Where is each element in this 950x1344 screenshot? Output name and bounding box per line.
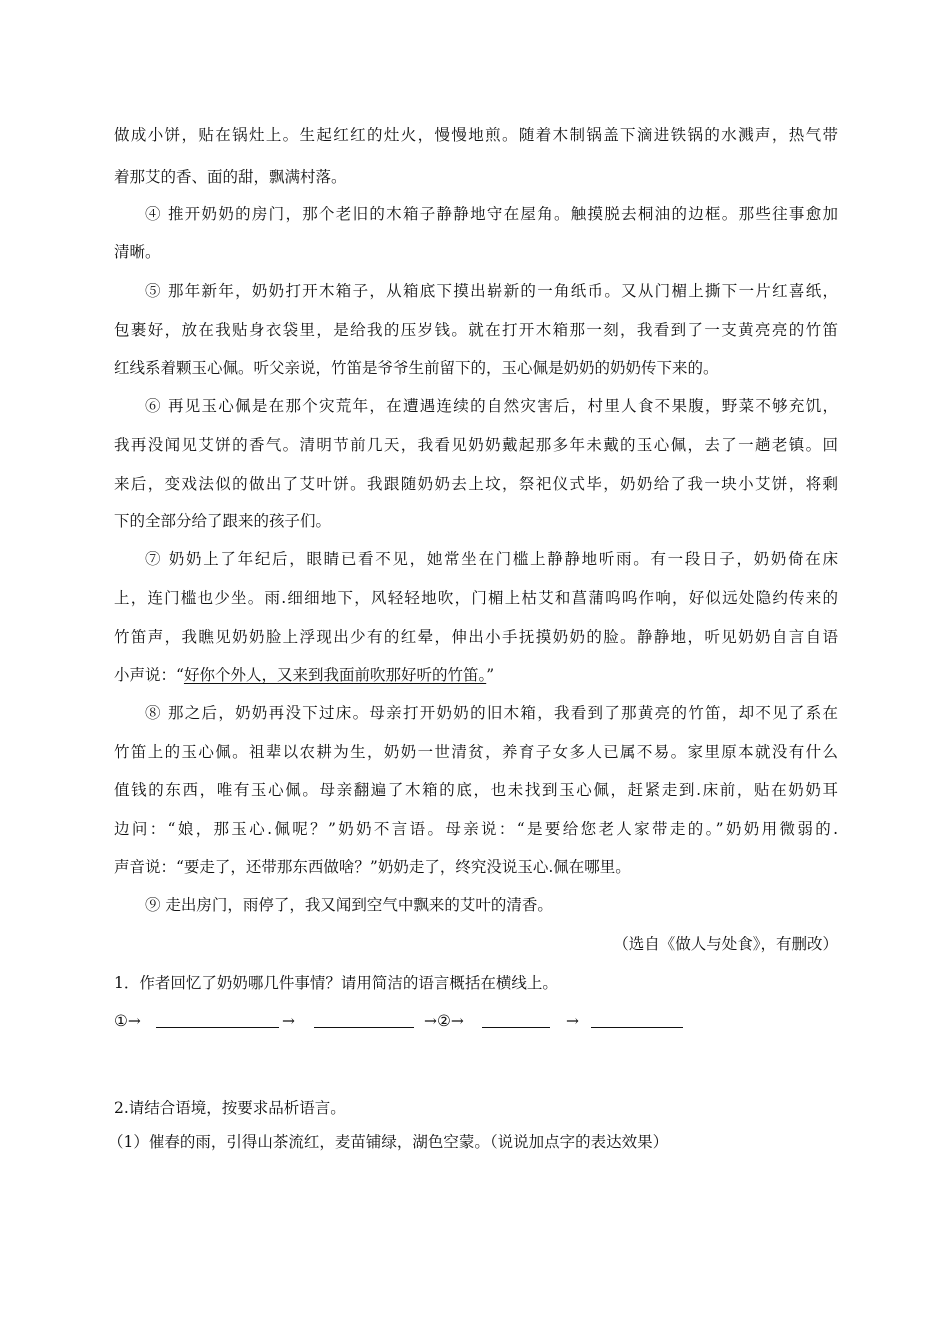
paragraph-8-line-2: 竹笛上的玉心佩。祖辈以农耕为生，奶奶一世清贫，养育子女多人已属不易。家里原本就没有什么 — [114, 743, 838, 761]
source-attribution: （选自《做人与处食》，有删改） — [613, 935, 838, 953]
paragraph-6-line-1: ⑥ 再见玉心佩是在那个灾荒年，在遭遇连续的自然灾害后，村里人食不果腹，野菜不够充饥， — [145, 397, 838, 415]
answer-blank-4[interactable] — [591, 1011, 683, 1028]
quote-intro: 小声说：“ — [114, 666, 184, 684]
paragraph-5-line-2: 包裹好，放在我贴身衣袋里，是给我的压岁钱。就在打开木箱那一刻，我看到了一支黄亮亮的竹笛 — [114, 321, 838, 339]
paragraph-5-line-3: 红线系着颗玉心佩。听父亲说，竹笛是爷爷生前留下的，玉心佩是奶奶的奶奶传下来的。 — [114, 359, 719, 377]
paragraph-8-line-3: 值钱的东西，唯有玉心佩。母亲翻遍了木箱的底，也未找到玉心佩，赶紧走到.床前，贴在奶奶耳 — [114, 781, 838, 799]
answer-blank-1[interactable] — [156, 1011, 279, 1028]
question-1-answer-row — [114, 1011, 838, 1033]
arrow-1: → — [282, 1012, 295, 1030]
question-1-text: 1．作者回忆了奶奶哪几件事情？请用简洁的语言概括在横线上。 — [114, 974, 558, 992]
arrow-3: → — [566, 1012, 579, 1030]
paragraph-4-line-1: ④ 推开奶奶的房门，那个老旧的木箱子静静地守在屋角。触摸脱去桐油的边框。那些往事愈加 — [145, 205, 838, 223]
arrow-circle-2-arrow: →②→ — [424, 1012, 464, 1030]
answer-blank-2[interactable] — [314, 1011, 414, 1028]
paragraph-6-line-3: 来后，变戏法似的做出了艾叶饼。我跟随奶奶去上坟，祭祀仪式毕，奶奶给了我一块小艾饼，将剩 — [114, 475, 838, 493]
underlined-quote: 好你个外人，又来到我面前吹那好听的竹笛。 — [183, 666, 487, 684]
question-2-sub-1: （1）催春的雨，引得山茶流红，麦苗铺绿，湖色空蒙。（说说加点字的表达效果） — [108, 1133, 669, 1151]
paragraph-5-line-1: ⑤ 那年新年，奶奶打开木箱子，从箱底下摸出崭新的一角纸币。又从门楣上撕下一片红喜纸， — [145, 282, 838, 300]
paragraph-7-line-4 — [114, 665, 838, 685]
paragraph-3-line-1: 做成小饼，贴在锅灶上。生起红红的灶火，慢慢地煎。随着木制锅盖下滴进铁锅的水溅声，热气带 — [114, 126, 838, 144]
paragraph-8-line-1: ⑧ 那之后，奶奶再没下过床。母亲打开奶奶的旧木箱，我看到了那黄亮的竹笛，却不见了系在 — [145, 704, 838, 722]
paragraph-6-line-4: 下的全部分给了跟来的孩子们。 — [114, 512, 332, 530]
paragraph-9-line-1: ⑨ 走出房门，雨停了，我又闻到空气中飘来的艾叶的清香。 — [145, 896, 553, 914]
paragraph-7-line-2: 上，连门槛也少坐。雨.细细地下，风轻轻地吹，门楣上枯艾和菖蒲呜呜作响，好似远处隐约传来的 — [114, 589, 838, 607]
paragraph-8-line-4: 边问：“娘，那玉心.佩呢？”奶奶不言语。母亲说：“是要给您老人家带走的。”奶奶用微弱的. — [114, 820, 838, 838]
answer-blank-3[interactable] — [482, 1011, 550, 1028]
circle-1-arrow: ①→ — [114, 1012, 141, 1030]
paragraph-3-line-2: 着那艾的香、面的甜，飘满村落。 — [114, 168, 347, 186]
quote-close: ” — [486, 666, 495, 684]
paragraph-6-line-2: 我再没闻见艾饼的香气。清明节前几天，我看见奶奶戴起那多年未戴的玉心佩，去了一趟老镇。回 — [114, 436, 838, 454]
paragraph-4-line-2: 清晰。 — [114, 243, 161, 261]
paragraph-8-line-5: 声音说：“要走了，还带那东西做啥？”奶奶走了，终究没说玉心.佩在哪里。 — [114, 858, 631, 876]
question-2-text: 2.请结合语境，按要求品析语言。 — [114, 1099, 346, 1117]
paragraph-7-line-3: 竹笛声，我瞧见奶奶脸上浮现出少有的红晕，伸出小手抚摸奶奶的脸。静静地，听见奶奶自言自语 — [114, 628, 838, 646]
paragraph-7-line-1: ⑦ 奶奶上了年纪后，眼睛已看不见，她常坐在门槛上静静地听雨。有一段日子，奶奶倚在床 — [145, 550, 838, 568]
